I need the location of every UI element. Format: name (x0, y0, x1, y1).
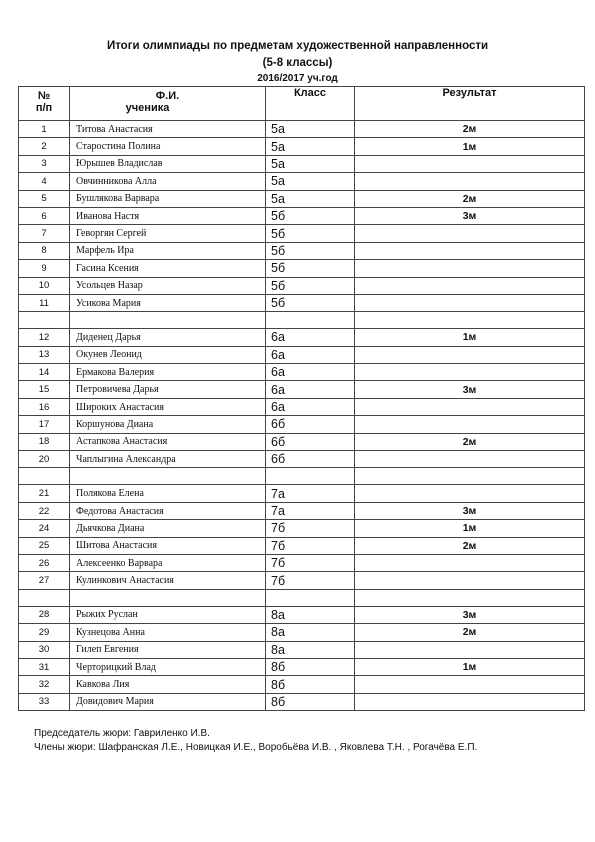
olympiad-result (355, 641, 585, 658)
table-row (19, 294, 585, 311)
olympiad-result: 2м (355, 190, 585, 207)
row-number: 16 (19, 398, 70, 415)
student-class: 8а (266, 606, 355, 623)
document-subtitle: (5-8 классы) (262, 57, 333, 69)
empty-cell (19, 312, 70, 329)
student-name: Старостина Полина (70, 138, 266, 155)
jury-chair: Председатель жюри: Гавриленко И.В. (34, 728, 210, 739)
row-number: 29 (19, 624, 70, 641)
student-name: Бушлякова Варвара (70, 190, 266, 207)
student-class: 6б (266, 416, 355, 433)
empty-cell (355, 589, 585, 606)
table-row (19, 190, 585, 207)
results-table (18, 86, 585, 711)
group-separator-row (19, 312, 585, 329)
table-row (19, 329, 585, 346)
olympiad-result (355, 155, 585, 172)
student-class: 6б (266, 451, 355, 468)
olympiad-result (355, 294, 585, 311)
olympiad-result (355, 485, 585, 502)
student-name: Широких Анастасия (70, 398, 266, 415)
row-number: 20 (19, 451, 70, 468)
student-class: 8б (266, 676, 355, 693)
header-number-line2: п/п (35, 102, 53, 114)
student-class: 7б (266, 537, 355, 554)
student-class: 6а (266, 364, 355, 381)
student-name: Петровичева Дарья (70, 381, 266, 398)
student-class: 6б (266, 433, 355, 450)
header-result: Результат (355, 87, 585, 121)
student-class: 6а (266, 329, 355, 346)
student-name: Усольцев Назар (70, 277, 266, 294)
olympiad-result (355, 572, 585, 589)
table-row (19, 693, 585, 710)
student-name: Шитова Анастасия (70, 537, 266, 554)
olympiad-result: 3м (355, 502, 585, 519)
row-number: 28 (19, 606, 70, 623)
table-row (19, 260, 585, 277)
row-number: 17 (19, 416, 70, 433)
header-name-line2: ученика (125, 102, 170, 114)
student-name: Алексеенко Варвара (70, 554, 266, 571)
table-row (19, 624, 585, 641)
student-class: 8а (266, 624, 355, 641)
student-name: Астапкова Анастасия (70, 433, 266, 450)
header-class: Класс (266, 87, 355, 121)
student-class: 7а (266, 502, 355, 519)
table-row (19, 554, 585, 571)
table-row (19, 138, 585, 155)
olympiad-result: 3м (355, 207, 585, 224)
empty-cell (266, 312, 355, 329)
student-name: Юрышев Владислав (70, 155, 266, 172)
table-row (19, 572, 585, 589)
student-class: 5б (266, 225, 355, 242)
student-name: Коршунова Диана (70, 416, 266, 433)
table-row (19, 364, 585, 381)
student-name: Чаплыгина Александра (70, 451, 266, 468)
header-name-line1: Ф.И. (155, 90, 180, 102)
student-class: 6а (266, 381, 355, 398)
student-name: Кузнецова Анна (70, 624, 266, 641)
row-number: 10 (19, 277, 70, 294)
table-row (19, 451, 585, 468)
table-row (19, 658, 585, 675)
row-number: 12 (19, 329, 70, 346)
olympiad-result (355, 554, 585, 571)
student-class: 8а (266, 641, 355, 658)
student-class: 5б (266, 260, 355, 277)
student-class: 5б (266, 242, 355, 259)
student-name: Окунев Леонид (70, 346, 266, 363)
olympiad-result: 1м (355, 138, 585, 155)
row-number: 2 (19, 138, 70, 155)
student-name: Усикова Мария (70, 294, 266, 311)
student-class: 5б (266, 294, 355, 311)
olympiad-result (355, 260, 585, 277)
student-class: 8б (266, 658, 355, 675)
empty-cell (19, 468, 70, 485)
row-number: 22 (19, 502, 70, 519)
row-number: 27 (19, 572, 70, 589)
school-year: 2016/2017 уч.год (257, 73, 338, 84)
student-name: Ермакова Валерия (70, 364, 266, 381)
table-row (19, 502, 585, 519)
student-name: Кавкова Лия (70, 676, 266, 693)
row-number: 3 (19, 155, 70, 172)
student-class: 5а (266, 121, 355, 138)
student-class: 5а (266, 173, 355, 190)
student-class: 5а (266, 155, 355, 172)
olympiad-result: 3м (355, 381, 585, 398)
row-number: 33 (19, 693, 70, 710)
student-name: Иванова Настя (70, 207, 266, 224)
student-class: 6а (266, 346, 355, 363)
student-class: 6а (266, 398, 355, 415)
olympiad-result (355, 364, 585, 381)
group-separator-row (19, 468, 585, 485)
student-name: Федотова Анастасия (70, 502, 266, 519)
row-number: 6 (19, 207, 70, 224)
row-number: 13 (19, 346, 70, 363)
olympiad-result (355, 676, 585, 693)
student-name: Титова Анастасия (70, 121, 266, 138)
row-number: 4 (19, 173, 70, 190)
empty-cell (70, 468, 266, 485)
row-number: 30 (19, 641, 70, 658)
results-table-body (19, 121, 585, 711)
table-row (19, 346, 585, 363)
olympiad-result: 3м (355, 606, 585, 623)
student-class: 8б (266, 693, 355, 710)
olympiad-result (355, 346, 585, 363)
row-number: 18 (19, 433, 70, 450)
olympiad-result: 2м (355, 624, 585, 641)
olympiad-result: 2м (355, 121, 585, 138)
student-name: Черторицкий Влад (70, 658, 266, 675)
table-row (19, 520, 585, 537)
row-number: 8 (19, 242, 70, 259)
student-class: 7б (266, 520, 355, 537)
row-number: 9 (19, 260, 70, 277)
olympiad-result (355, 398, 585, 415)
student-name: Кулинкович Анастасия (70, 572, 266, 589)
olympiad-result (355, 173, 585, 190)
student-class: 5б (266, 207, 355, 224)
empty-cell (355, 312, 585, 329)
table-row (19, 277, 585, 294)
table-row (19, 121, 585, 138)
empty-cell (19, 589, 70, 606)
table-row (19, 416, 585, 433)
table-row (19, 485, 585, 502)
table-row (19, 207, 585, 224)
student-name: Геворгян Сергей (70, 225, 266, 242)
empty-cell (70, 589, 266, 606)
student-class: 5а (266, 190, 355, 207)
student-name: Довидович Мария (70, 693, 266, 710)
student-class: 7а (266, 485, 355, 502)
row-number: 21 (19, 485, 70, 502)
row-number: 1 (19, 121, 70, 138)
student-name: Гасина Ксения (70, 260, 266, 277)
row-number: 32 (19, 676, 70, 693)
student-name: Диденец Дарья (70, 329, 266, 346)
student-class: 7б (266, 572, 355, 589)
student-name: Рыжих Руслан (70, 606, 266, 623)
student-class: 5б (266, 277, 355, 294)
olympiad-result: 2м (355, 537, 585, 554)
jury-members: Члены жюри: Шафранская Л.Е., Новицкая И.Е., Воробьёва И.В. , Яковлева Т.Н. , Рогачёва Е.П. (34, 742, 478, 753)
table-row (19, 155, 585, 172)
olympiad-result (355, 277, 585, 294)
olympiad-result: 1м (355, 329, 585, 346)
row-number: 5 (19, 190, 70, 207)
empty-cell (266, 468, 355, 485)
empty-cell (70, 312, 266, 329)
student-name: Марфель Ира (70, 242, 266, 259)
row-number: 31 (19, 658, 70, 675)
student-name: Дьячкова Диана (70, 520, 266, 537)
row-number: 14 (19, 364, 70, 381)
student-name: Полякова Елена (70, 485, 266, 502)
table-row (19, 676, 585, 693)
table-row (19, 381, 585, 398)
olympiad-result (355, 451, 585, 468)
table-row (19, 606, 585, 623)
table-row (19, 173, 585, 190)
student-class: 7б (266, 554, 355, 571)
empty-cell (355, 468, 585, 485)
group-separator-row (19, 589, 585, 606)
olympiad-result: 1м (355, 520, 585, 537)
student-class: 5а (266, 138, 355, 155)
olympiad-result: 2м (355, 433, 585, 450)
table-row (19, 242, 585, 259)
document-title: Итоги олимпиады по предметам художественной направленности (106, 40, 489, 52)
olympiad-result (355, 225, 585, 242)
row-number: 25 (19, 537, 70, 554)
header-name (70, 87, 266, 121)
row-number: 26 (19, 554, 70, 571)
table-row (19, 537, 585, 554)
row-number: 7 (19, 225, 70, 242)
row-number: 11 (19, 294, 70, 311)
header-number-line1: № (37, 90, 51, 102)
empty-cell (266, 589, 355, 606)
row-number: 15 (19, 381, 70, 398)
student-name: Гилеп Евгения (70, 641, 266, 658)
olympiad-result (355, 416, 585, 433)
olympiad-result (355, 693, 585, 710)
table-row (19, 641, 585, 658)
row-number: 24 (19, 520, 70, 537)
olympiad-result: 1м (355, 658, 585, 675)
table-row (19, 398, 585, 415)
table-header-row (19, 87, 585, 121)
student-name: Овчинникова Алла (70, 173, 266, 190)
table-row (19, 225, 585, 242)
table-row (19, 433, 585, 450)
olympiad-result (355, 242, 585, 259)
